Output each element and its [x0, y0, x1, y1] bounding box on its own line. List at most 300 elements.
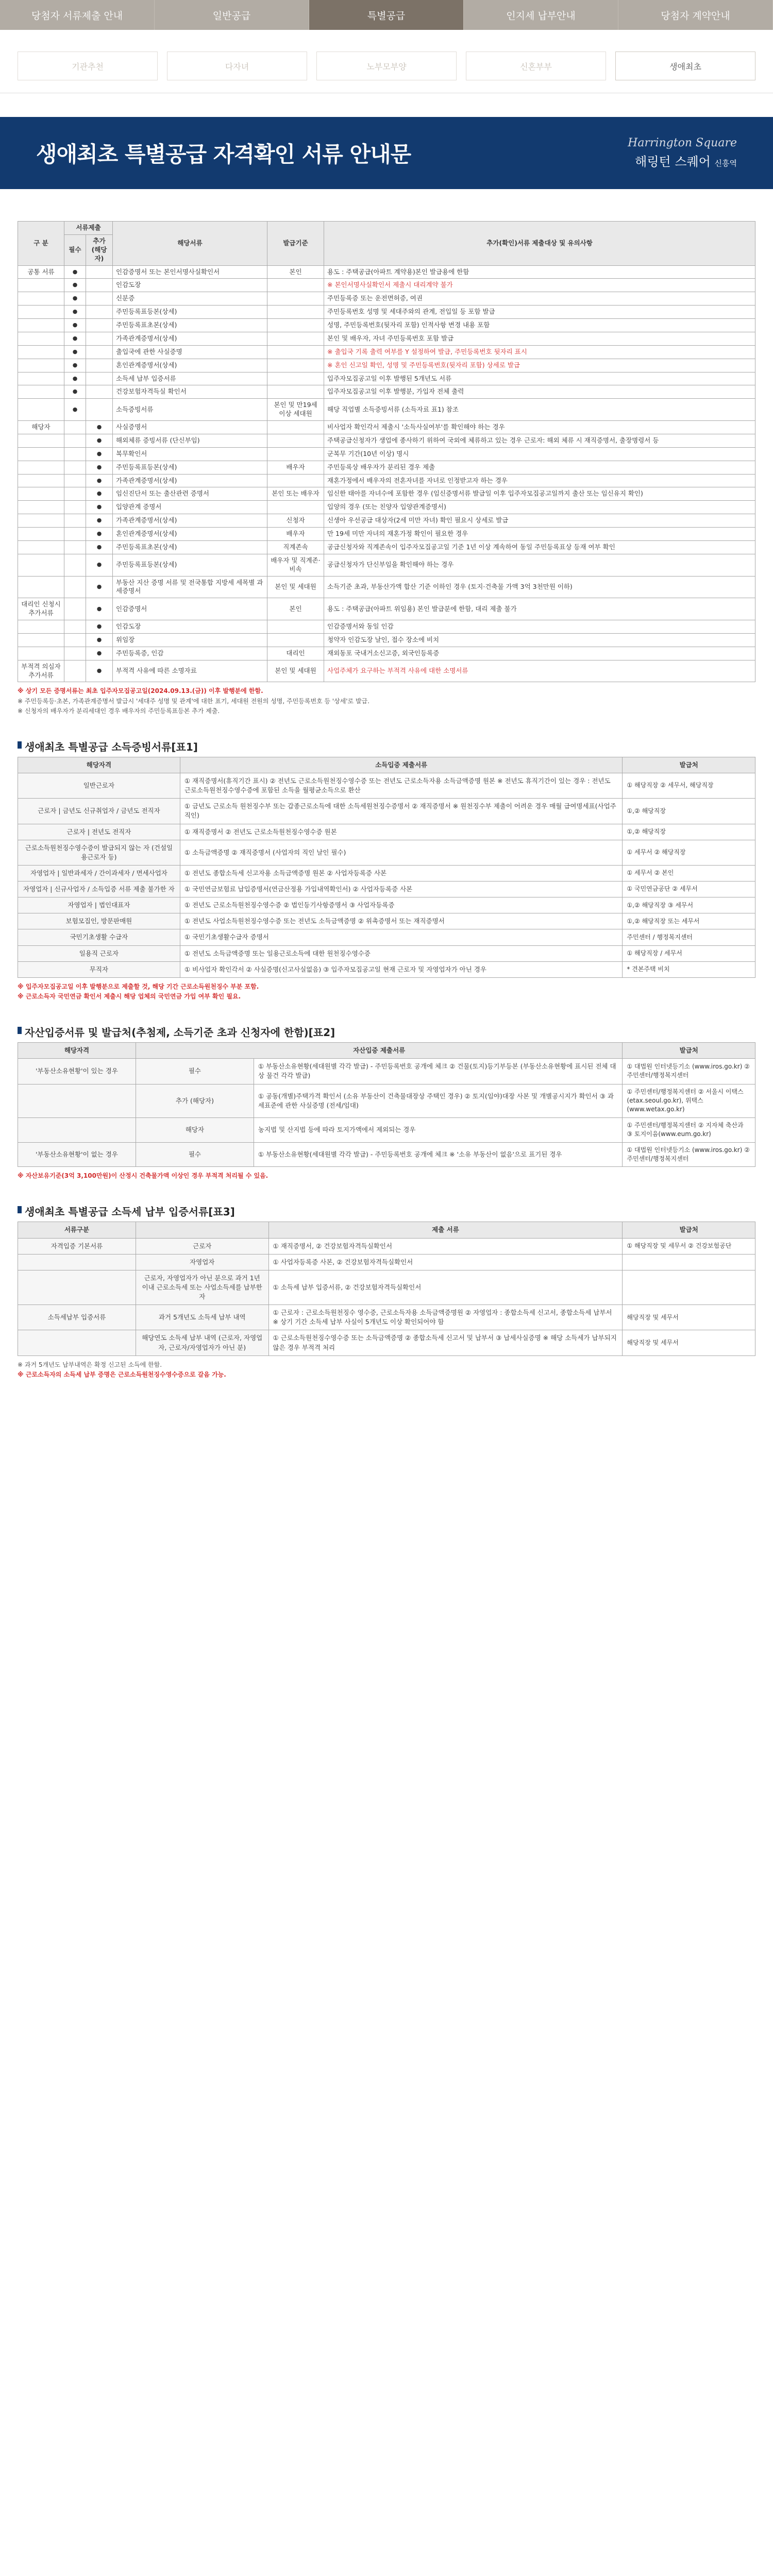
qualification	[18, 1330, 136, 1355]
note-line: ※ 근로소득자의 소득세 납부 증명은 근로소득원천징수영수증으로 갈음 가능.	[18, 1370, 226, 1378]
table-row	[18, 434, 755, 447]
table-row	[18, 399, 755, 421]
tax-header-issuer: 발급처	[623, 1222, 755, 1238]
row-category	[18, 554, 64, 576]
document-name: 가족관계증명서(상세)	[113, 474, 267, 487]
note-text: ※ 출입국 기록 출력 여부를 Y 설정하여 발급, 주민등록번호 뒷자리 표시	[324, 345, 755, 359]
document-name: 주민등록표초본(상세)	[113, 540, 267, 554]
issuer	[267, 332, 324, 345]
table-row	[18, 554, 755, 576]
tab-special-supply[interactable]: 특별공급	[309, 0, 464, 30]
note-text: 용도 : 주택공급(아파트 계약용)본인 발급용에 한함	[324, 265, 755, 279]
table-row	[18, 660, 755, 682]
header-gubun: 구 분	[18, 222, 64, 266]
note-text: 소득기준 초과, 부동산가액 합산 기준 이하인 경우 (토지·건축물 가액 3억 3천만원 이하)	[324, 576, 755, 598]
qualification	[18, 1084, 136, 1117]
asset-header-issuer: 발급처	[623, 1043, 755, 1059]
header-notes: 추가(확인)서류 제출대상 및 유의사항	[324, 222, 755, 266]
income-section	[18, 739, 755, 1002]
additional-mark: ●	[86, 540, 113, 554]
sub-nav	[0, 30, 773, 93]
table-row	[18, 372, 755, 385]
note-text: 공급신청자가 단신부임을 확인해야 하는 경우	[324, 554, 755, 576]
document-name: 소득증빙서류	[113, 399, 267, 421]
row-category	[18, 372, 64, 385]
qualification: 근로자 | 전년도 전직자	[18, 824, 180, 840]
issuer: ① 대법원 인터넷등기소 (www.iros.go.kr) ② 주민센터/행정복지센터	[623, 1059, 755, 1084]
document-list: ① 소득세 납부 입증서류, ② 건강보험자격득실확인서	[268, 1270, 623, 1304]
issuer: ① 주민센터/행정복지센터 ② 지자체 축산과 ③ 토지이음(www.eum.go.kr)	[623, 1117, 755, 1142]
tab-winner-docs[interactable]: 당첨자 서류제출 안내	[0, 0, 155, 30]
document-list: ① 금년도 근로소득 원천징수부 또는 갑종근로소득에 대한 소득세원천징수증명서 ② 재직증명서 ※ 원천징수부 제출이 어려운 경우 매월 급여명세표(사업주 직인)	[180, 799, 623, 824]
sub-category: 해당연도 소득세 납부 내역 (근로자, 자영업자, 근로자/자영업자가 아닌 분)	[136, 1330, 268, 1355]
qualification: 근로소득원천징수영수증이 발급되지 않는 자 (건설일용근로자 등)	[18, 840, 180, 865]
additional-mark: ●	[86, 434, 113, 447]
additional-mark: ●	[86, 647, 113, 660]
sub-category: 필수	[136, 1059, 254, 1084]
document-list: ① 소득금액증명 ② 재직증명서 (사업자의 직인 날인 필수)	[180, 840, 623, 865]
sub-category: 근로자	[136, 1238, 268, 1254]
additional-mark: ●	[86, 487, 113, 501]
note-line: ※ 자산보유기준(3억 3,100만원)이 산정시 건축물가액 이상인 경우 부적격 처리될 수 있음.	[18, 1172, 268, 1180]
main-docs-table	[18, 221, 755, 682]
additional-mark: ●	[86, 554, 113, 576]
qualification: 일용직 근로자	[18, 945, 180, 961]
table-row	[18, 913, 755, 929]
income-title: 생애최초 특별공급 소득증빙서류[표1]	[18, 739, 755, 754]
required-mark	[64, 598, 86, 620]
issuer	[267, 306, 324, 319]
table-row	[18, 824, 755, 840]
brand-name: 해링턴 스퀘어	[635, 155, 711, 169]
note-text: 공급신청자와 직계존속이 입주자모집공고일 기준 1년 이상 계속하여 동일 주민등록표상 등재 여부 확인	[324, 540, 755, 554]
table-row	[18, 306, 755, 319]
document-name: 주민등록표등본(상세)	[113, 461, 267, 474]
additional-mark	[86, 359, 113, 372]
subtab-institution[interactable]: 기관추천	[18, 52, 158, 80]
issuer: 대리인	[267, 647, 324, 660]
document-list: ① 비사업자 확인각서 ② 사실증명(신고사실없음) ③ 입주자모집공고일 현재 근로자 및 자영업자가 아닌 경우	[180, 961, 623, 977]
issuer	[267, 434, 324, 447]
additional-mark	[86, 265, 113, 279]
required-mark	[64, 660, 86, 682]
note-text: 사업주체가 요구하는 부적격 사유에 대한 소명서류	[324, 660, 755, 682]
required-mark	[64, 421, 86, 434]
required-mark	[64, 576, 86, 598]
required-mark: ●	[64, 372, 86, 385]
additional-mark	[86, 385, 113, 399]
table-row	[18, 929, 755, 945]
header-issuer: 발급기준	[267, 222, 324, 266]
note-text: 입주자모집공고일 이후 발행분, 가입자 전체 출력	[324, 385, 755, 399]
issuer	[267, 447, 324, 461]
row-category	[18, 474, 64, 487]
issuer	[267, 385, 324, 399]
document-name: 인감증명서	[113, 598, 267, 620]
row-category	[18, 540, 64, 554]
tax-section	[18, 1204, 755, 1380]
issuer	[267, 372, 324, 385]
asset-header-docs: 자산입증 제출서류	[136, 1043, 622, 1059]
income-header-docs: 소득입증 제출서류	[180, 757, 623, 773]
document-name: 임신진단서 또는 출산관련 증명서	[113, 487, 267, 501]
tab-stamp-duty[interactable]: 인지세 납부안내	[464, 0, 618, 30]
tax-header-docs: 제출 서류	[268, 1222, 623, 1238]
required-mark: ●	[64, 306, 86, 319]
issuer	[267, 359, 324, 372]
document-list: ① 국민연금보험료 납입증명서(연금산정용 가입내역확인서) ② 사업자등록증 사본	[180, 882, 623, 897]
qualification: 자영업자 | 법인대표자	[18, 897, 180, 913]
row-category	[18, 279, 64, 292]
issuer: 본인	[267, 265, 324, 279]
qualification: 자격입증 기본서류	[18, 1238, 136, 1254]
additional-mark: ●	[86, 501, 113, 514]
issuer: ① 세무서 ② 본인	[623, 865, 755, 881]
issuer: 본인	[267, 598, 324, 620]
additional-mark: ●	[86, 528, 113, 541]
additional-mark: ●	[86, 660, 113, 682]
issuer: 본인 및 세대원	[267, 660, 324, 682]
qualification	[18, 1117, 136, 1142]
note-text: 입주자모집공고일 이후 발행된 5개년도 서류	[324, 372, 755, 385]
document-list: ① 사업자등록증 사본, ② 건강보험자격득실확인서	[268, 1254, 623, 1270]
header-submit: 서류제출	[64, 222, 113, 235]
required-mark	[64, 528, 86, 541]
row-category	[18, 345, 64, 359]
table-row	[18, 385, 755, 399]
row-category	[18, 434, 64, 447]
additional-mark: ●	[86, 633, 113, 647]
required-mark	[64, 620, 86, 634]
required-mark: ●	[64, 319, 86, 332]
note-text: 재혼가정에서 배우자의 전혼자녀를 자녀로 인정받고자 하는 경우	[324, 474, 755, 487]
document-name: 부적격 사유에 따른 소명자료	[113, 660, 267, 682]
issuer: 본인 또는 배우자	[267, 487, 324, 501]
required-mark	[64, 434, 86, 447]
additional-mark	[86, 399, 113, 421]
document-name: 주민등록표등본(상세)	[113, 306, 267, 319]
subtab-multichild[interactable]: 다자녀	[167, 52, 307, 80]
required-mark: ●	[64, 345, 86, 359]
document-name: 인감증명서 또는 본인서명사실확인서	[113, 265, 267, 279]
row-category	[18, 306, 64, 319]
issuer	[623, 1270, 755, 1304]
table-row	[18, 514, 755, 528]
row-category	[18, 399, 64, 421]
qualification: '부동산소유현황'이 있는 경우	[18, 1059, 136, 1084]
required-mark	[64, 554, 86, 576]
document-list: ① 부동산소유현황(세대원별 각각 발급) - 주민등록번호 공개에 체크 ※ '소유 부동산이 없음'으로 표기된 경우	[254, 1142, 623, 1167]
issuer: ① 대법원 인터넷등기소 (www.iros.go.kr) ② 주민센터/행정복지센터	[623, 1142, 755, 1167]
table-row	[18, 799, 755, 824]
tab-contract[interactable]: 당첨자 계약안내	[618, 0, 773, 30]
qualification: 근로자 | 금년도 신규취업자 / 금년도 전직자	[18, 799, 180, 824]
note-text: 청약자 인감도장 날인, 접수 장소에 비치	[324, 633, 755, 647]
tax-table	[18, 1222, 755, 1355]
note-line: ※ 과거 5개년도 납부내역은 확정 신고된 소득에 한함.	[18, 1361, 162, 1368]
issuer: 직계존속	[267, 540, 324, 554]
note-text: 주민등록번호 성명 및 세대주와의 관계, 전입일 등 포함 발급	[324, 306, 755, 319]
table-row	[18, 882, 755, 897]
header-additional: 추가 (해당자)	[86, 234, 113, 265]
issuer: 신청자	[267, 514, 324, 528]
qualification	[18, 1254, 136, 1270]
row-category: 공통 서류	[18, 265, 64, 279]
subtab-elderly-parent[interactable]: 노부모부양	[316, 52, 457, 80]
row-category	[18, 487, 64, 501]
qualification: 무직자	[18, 961, 180, 977]
note-text: 재외동포 국내거소신고증, 외국인등록증	[324, 647, 755, 660]
document-name: 복무확인서	[113, 447, 267, 461]
table-row	[18, 945, 755, 961]
subtab-first-home[interactable]: 생애최초	[615, 52, 755, 80]
issuer: 해당직장 및 세무서	[623, 1305, 755, 1330]
additional-mark: ●	[86, 474, 113, 487]
income-header-issuer: 발급처	[623, 757, 755, 773]
table-row	[18, 1270, 755, 1304]
document-name: 사실증명서	[113, 421, 267, 434]
note-text: 주택공급신청자가 생업에 종사하기 위하여 국외에 체류하고 있는 경우 근로자: 해외 체류 시 재직증명서, 출장명령서 등	[324, 434, 755, 447]
issuer	[267, 292, 324, 306]
document-list: ① 전년도 근로소득원천징수영수증 ② 법인등기사항증명서 ③ 사업자등록증	[180, 897, 623, 913]
document-list: 농지법 및 산지법 등에 따라 토지가액에서 제외되는 경우	[254, 1117, 623, 1142]
main-notes	[18, 686, 755, 716]
document-name: 위임장	[113, 633, 267, 647]
note-line: ※ 주민등록등·초본, 가족관계증명서 발급시 '세대주 성명 및 관계'에 대한 표기, 세대원 전원의 성명, 주민등록번호 등 '상세'로 발급.	[18, 697, 369, 705]
sub-category: 자영업자	[136, 1254, 268, 1270]
row-category	[18, 576, 64, 598]
note-text: 임신한 태아를 자녀수에 포함한 경우 (임신증명서류 발급일 이후 입주자모집공고일까지 출산 또는 임신유지 확인)	[324, 487, 755, 501]
document-list: ① 재직증명서 ② 전년도 근로소득원천징수영수증 원본	[180, 824, 623, 840]
table-row	[18, 897, 755, 913]
note-text: 성명, 주민등록번호(뒷자리 포함) 인적사항 변경 내용 포함	[324, 319, 755, 332]
table-row	[18, 633, 755, 647]
tax-header-type: 서류구분	[18, 1222, 136, 1238]
table-row	[18, 332, 755, 345]
additional-mark	[86, 279, 113, 292]
main-docs-body	[18, 265, 755, 682]
issuer: ① 세무서 ② 해당직장	[623, 840, 755, 865]
subtab-newlywed[interactable]: 신혼부부	[466, 52, 606, 80]
note-text: 주민등록증 또는 운전면허증, 여권	[324, 292, 755, 306]
table-row	[18, 528, 755, 541]
row-category	[18, 620, 64, 634]
row-category: 해당자	[18, 421, 64, 434]
issuer: ① 국민연금공단 ② 세무서	[623, 882, 755, 897]
table-row	[18, 359, 755, 372]
table-row	[18, 487, 755, 501]
required-mark: ●	[64, 399, 86, 421]
tax-body	[18, 1238, 755, 1355]
required-mark: ●	[64, 385, 86, 399]
document-list: ① 국민기초생활수급자 증명서	[180, 929, 623, 945]
document-list: ① 재직증명서(휴직기간 표시) ② 전년도 근로소득원천징수영수증 또는 전년도 근로소득자용 소득금액증명 원본 ※ 전년도 휴직기간이 있는 경우 : 전년도 근로소득원천징수영수증에 포함된 소득을 월평균소득으로 환산	[180, 773, 623, 799]
row-category	[18, 514, 64, 528]
issuer: ①,② 해당직장 또는 세무서	[623, 913, 755, 929]
row-category: 부적격 의심자 추가서류	[18, 660, 64, 682]
required-mark: ●	[64, 292, 86, 306]
required-mark	[64, 487, 86, 501]
row-category	[18, 447, 64, 461]
required-mark	[64, 461, 86, 474]
table-row	[18, 598, 755, 620]
table-row	[18, 1238, 755, 1254]
note-text: 입양의 경우 (또는 친양자 입양관계증명서)	[324, 501, 755, 514]
asset-notes	[18, 1171, 755, 1181]
document-name: 혼인관계증명서(상세)	[113, 528, 267, 541]
tax-notes	[18, 1360, 755, 1380]
required-mark	[64, 501, 86, 514]
document-list: ① 부동산소유현황(세대원별 각각 발급) - 주민등록번호 공개에 체크 ② 건물(토지)등기부등본 (부동산소유현황에 표시된 전체 대상 물건 각각 발급)	[254, 1059, 623, 1084]
required-mark	[64, 474, 86, 487]
additional-mark	[86, 306, 113, 319]
row-category	[18, 332, 64, 345]
sub-category: 필수	[136, 1142, 254, 1167]
table-row	[18, 647, 755, 660]
issuer: 해당직장 및 세무서	[623, 1330, 755, 1355]
table-row	[18, 865, 755, 881]
table-row	[18, 461, 755, 474]
issuer	[267, 279, 324, 292]
document-name: 건강보험자격득실 확인서	[113, 385, 267, 399]
additional-mark: ●	[86, 598, 113, 620]
qualification: 국민기초생활 수급자	[18, 929, 180, 945]
issuer: ①,② 해당직장	[623, 824, 755, 840]
required-mark	[64, 647, 86, 660]
sub-category: 과거 5개년도 소득세 납부 내역	[136, 1305, 268, 1330]
row-category	[18, 385, 64, 399]
note-text: 신생아 우선공급 대상자(2세 미만 자녀) 확인 필요시 상세로 발급	[324, 514, 755, 528]
qualification: 보험모집인, 방문판매원	[18, 913, 180, 929]
income-table	[18, 757, 755, 978]
additional-mark: ●	[86, 576, 113, 598]
document-name: 신분증	[113, 292, 267, 306]
brand-location: 신흥역	[714, 159, 737, 168]
asset-title: 자산입증서류 및 발급처(추첨제, 소득기준 초과 신청자에 한함)[표2]	[18, 1024, 755, 1039]
document-name: 부동산 지산 증명 서류 및 전국통합 지방세 세목별 과세증명서	[113, 576, 267, 598]
note-text: 용도 : 주택공급(아파트 위임용) 본인 발급분에 한함, 대리 제출 불가	[324, 598, 755, 620]
required-mark	[64, 540, 86, 554]
issuer: 본인 및 세대원	[267, 576, 324, 598]
row-category	[18, 633, 64, 647]
document-name: 주민등록증, 인감	[113, 647, 267, 660]
issuer	[267, 421, 324, 434]
document-list: ① 전년도 소득금액증명 또는 일용근로소득에 대한 원천징수영수증	[180, 945, 623, 961]
additional-mark: ●	[86, 514, 113, 528]
income-header-qual: 해당자격	[18, 757, 180, 773]
qualification: '부동산소유현황'이 없는 경우	[18, 1142, 136, 1167]
document-name: 인감도장	[113, 279, 267, 292]
document-name: 가족관계증명서(상세)	[113, 332, 267, 345]
table-row	[18, 279, 755, 292]
required-mark	[64, 633, 86, 647]
issuer: ① 해당직장 ② 세무서, 해당직장	[623, 773, 755, 799]
document-name: 혼인관계증명서(상세)	[113, 359, 267, 372]
qualification: 자영업자 | 일반과세자 / 간이과세자 / 면세사업자	[18, 865, 180, 881]
row-category	[18, 461, 64, 474]
income-body	[18, 773, 755, 978]
table-row	[18, 447, 755, 461]
note-text: ※ 본인서명사실확인서 제출시 대리계약 불가	[324, 279, 755, 292]
title-banner	[0, 117, 773, 189]
issuer	[267, 319, 324, 332]
issuer	[267, 620, 324, 634]
table-row	[18, 1059, 755, 1084]
asset-header-qual: 해당자격	[18, 1043, 136, 1059]
tab-general-supply[interactable]: 일반공급	[155, 0, 309, 30]
table-row	[18, 319, 755, 332]
qualification: 소득세납부 입증서류	[18, 1305, 136, 1330]
additional-mark	[86, 319, 113, 332]
note-line: ※ 근로소득자 국민연금 확인서 제출시 해당 업체의 국민연금 가입 여부 확인 필요.	[18, 993, 241, 1000]
table-row	[18, 1142, 755, 1167]
qualification: 자영업자 | 신규사업자 / 소득입증 서류 제출 불가한 자	[18, 882, 180, 897]
additional-mark	[86, 372, 113, 385]
note-text: 해당 직업별 소득증빙서류 (소득자료 표1) 참조	[324, 399, 755, 421]
required-mark	[64, 514, 86, 528]
issuer: 배우자 및 직계존·비속	[267, 554, 324, 576]
note-line: ※ 상기 모든 증명서류는 최초 입주자모집공고일(2024.09.13.(금)) 이후 발행분에 한함.	[18, 687, 263, 695]
sub-category: 해당자	[136, 1117, 254, 1142]
required-mark: ●	[64, 265, 86, 279]
document-list: ① 근로자 : 근로소득원천징수 영수증, 근로소득자용 소득금액증명원 ② 자영업자 : 종합소득세 신고서, 종합소득세 납부서 ※ 상기 기간 소득세 납부 사실이 5개년도 이상 확인되어야 함	[268, 1305, 623, 1330]
row-category	[18, 292, 64, 306]
brand-logo	[628, 137, 737, 170]
table-row	[18, 265, 755, 279]
note-line: ※ 입주자모집공고일 이후 발행분으로 제출할 것, 해당 기간 근로소득원천징수 부분 포함.	[18, 982, 259, 990]
document-list: ① 전년도 사업소득원천징수영수증 또는 전년도 소득금액증명 ② 위촉증명서 또는 재직증명서	[180, 913, 623, 929]
note-text: 군복무 기간(10년 이상) 명시	[324, 447, 755, 461]
document-name: 인감도장	[113, 620, 267, 634]
document-name: 입양관계 증명서	[113, 501, 267, 514]
table-row	[18, 1254, 755, 1270]
table-row	[18, 540, 755, 554]
note-text: 비사업자 확인각서 제출시 '소득사실여부'를 확인해야 하는 경우	[324, 421, 755, 434]
income-notes	[18, 982, 755, 1002]
issuer: 주민센터 / 행정복지센터	[623, 929, 755, 945]
sub-category: 추가 (해당자)	[136, 1084, 254, 1117]
issuer: 배우자	[267, 461, 324, 474]
asset-table	[18, 1042, 755, 1167]
content	[0, 221, 773, 1400]
tax-header-sub	[136, 1222, 268, 1238]
qualification	[18, 1270, 136, 1304]
row-category	[18, 528, 64, 541]
table-row	[18, 1330, 755, 1355]
note-line: ※ 신청자의 배우자가 분리세대인 경우 배우자의 주민등록표등본 추가 제출.	[18, 707, 220, 715]
table-row	[18, 1117, 755, 1142]
document-list: ① 전년도 종합소득세 신고자용 소득금액증명 원본 ② 사업자등록증 사본	[180, 865, 623, 881]
asset-section	[18, 1024, 755, 1181]
header-required: 필수	[64, 234, 86, 265]
qualification: 일반근로자	[18, 773, 180, 799]
required-mark: ●	[64, 332, 86, 345]
issuer	[267, 345, 324, 359]
document-name: 주민등록표초본(상세)	[113, 319, 267, 332]
row-category: 대리인 신청시 추가서류	[18, 598, 64, 620]
table-row	[18, 840, 755, 865]
issuer	[623, 1254, 755, 1270]
top-nav	[0, 0, 773, 30]
table-row	[18, 1305, 755, 1330]
issuer	[267, 501, 324, 514]
required-mark: ●	[64, 279, 86, 292]
row-category	[18, 359, 64, 372]
table-row	[18, 961, 755, 977]
row-category	[18, 647, 64, 660]
table-row	[18, 421, 755, 434]
document-name: 해외체류 증빙서류 (단신부임)	[113, 434, 267, 447]
